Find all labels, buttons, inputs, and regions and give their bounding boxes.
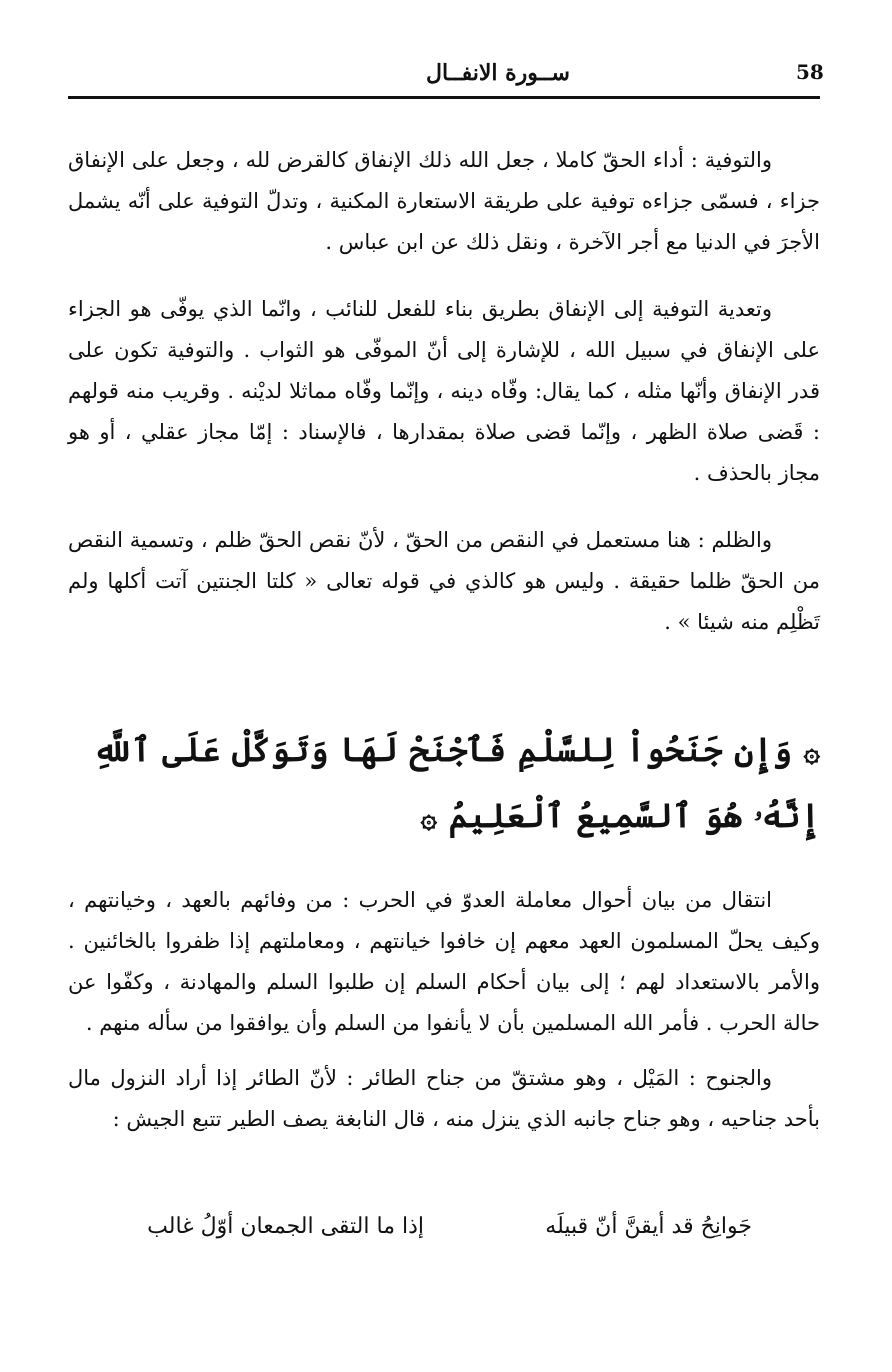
paragraph-tawfiya: والتوفية : أداء الحقّ كاملا ، جعل الله ذلك الإنفاق كالقرض لله ، وجعل على الإنفاق جزاء ، فسمّى جزاءه توفية على طريقة الاستعارة المكنية ، وتدلّ التوفية على أنّه يشمل الأجرَ في الدنيا مع أجر الآخرة ، ونقل ذلك عن ابن عباس . — [68, 148, 820, 254]
surah-title: ســورة الانفــال — [426, 60, 570, 86]
poem-hemistich-2: إذا ما التقى الجمعان أوّلُ غالب — [147, 1214, 424, 1239]
paragraph-taadiya: وتعدية التوفية إلى الإنفاق بطريق بناء للفعل للنائب ، وانّما الذي يوفّى هو الجزاء على الإنفاق في سبيل الله ، للإشارة إلى أنّ الموفّى هو الثواب . والتوفية تكون على قدر الإنفاق وأنّها مثله ، كما يقال: وفّاه دينه ، وإنّما وفّاه مماثلا لديْنه . وقريب منه قولهم : قَضى صلاة الظهر ، وإنّما قضى صلاة بمقدارها ، فالإسناد : إمّا مجاز عقلي ، أو هو مجاز بالحذف . — [68, 297, 820, 485]
commentary-section-2 — [68, 880, 820, 1140]
paragraph-junuh: والجنوح : المَيْل ، وهو مشتقّ من جناح الطائر : لأنّ الطائر إذا أراد النزول مال بأحد جناحيه ، وهو جناح جانبه الذي ينزل منه ، قال النابغة يصف الطير تتبع الجيش : — [68, 1066, 820, 1131]
quran-verse — [68, 718, 820, 850]
page-number: 58 — [796, 60, 824, 84]
poem-hemistich-1: جَوانِحُ قد أيقنَّ أنّ قبيلَه — [545, 1214, 752, 1239]
verse-open-ornament: ۞ — [803, 735, 820, 768]
commentary-section-1 — [68, 140, 820, 643]
header-rule — [68, 96, 820, 99]
paragraph-intiqal: انتقال من بيان أحوال معاملة العدوّ في الحرب : من وفائهم بالعهد ، وخيانتهم ، وكيف يحلّ المسلمون العهد معهم إن خافوا خيانتهم ، ومعاملتهم إذا ظفروا بالخائنين . والأمر بالاستعداد لهم ؛ إلى بيان أحكام السلم إن طلبوا السلم والمهادنة ، وكفّوا عن حالة الحرب . فأمر الله المسلمين بأن لا يأنفوا من السلم وأن يوافقوا من سأله منهم . — [68, 888, 820, 1035]
verse-close-ornament: ۞ — [420, 801, 438, 834]
paragraph-zulm: والظلم : هنا مستعمل في النقص من الحقّ ، لأنّ نقص الحقّ ظلم ، وتسمية النقص من الحقّ ظلما حقيقة . وليس هو كالذي في قوله تعالى « كلتا الجنتين آتت أكلها ولم تَظْلِم منه شيئا » . — [68, 528, 820, 634]
poetry-verse — [68, 1210, 820, 1258]
verse-text: وَإِن جَنَحُواْ لِلسَّلْمِ فَٱجْنَحْ لَهَا وَتَوَكَّلْ عَلَى ٱللَّهِ إِنَّهُۥ هُوَ ٱلسَّمِيعُ ٱلْعَلِيمُ — [92, 730, 820, 835]
page-header — [68, 52, 824, 102]
